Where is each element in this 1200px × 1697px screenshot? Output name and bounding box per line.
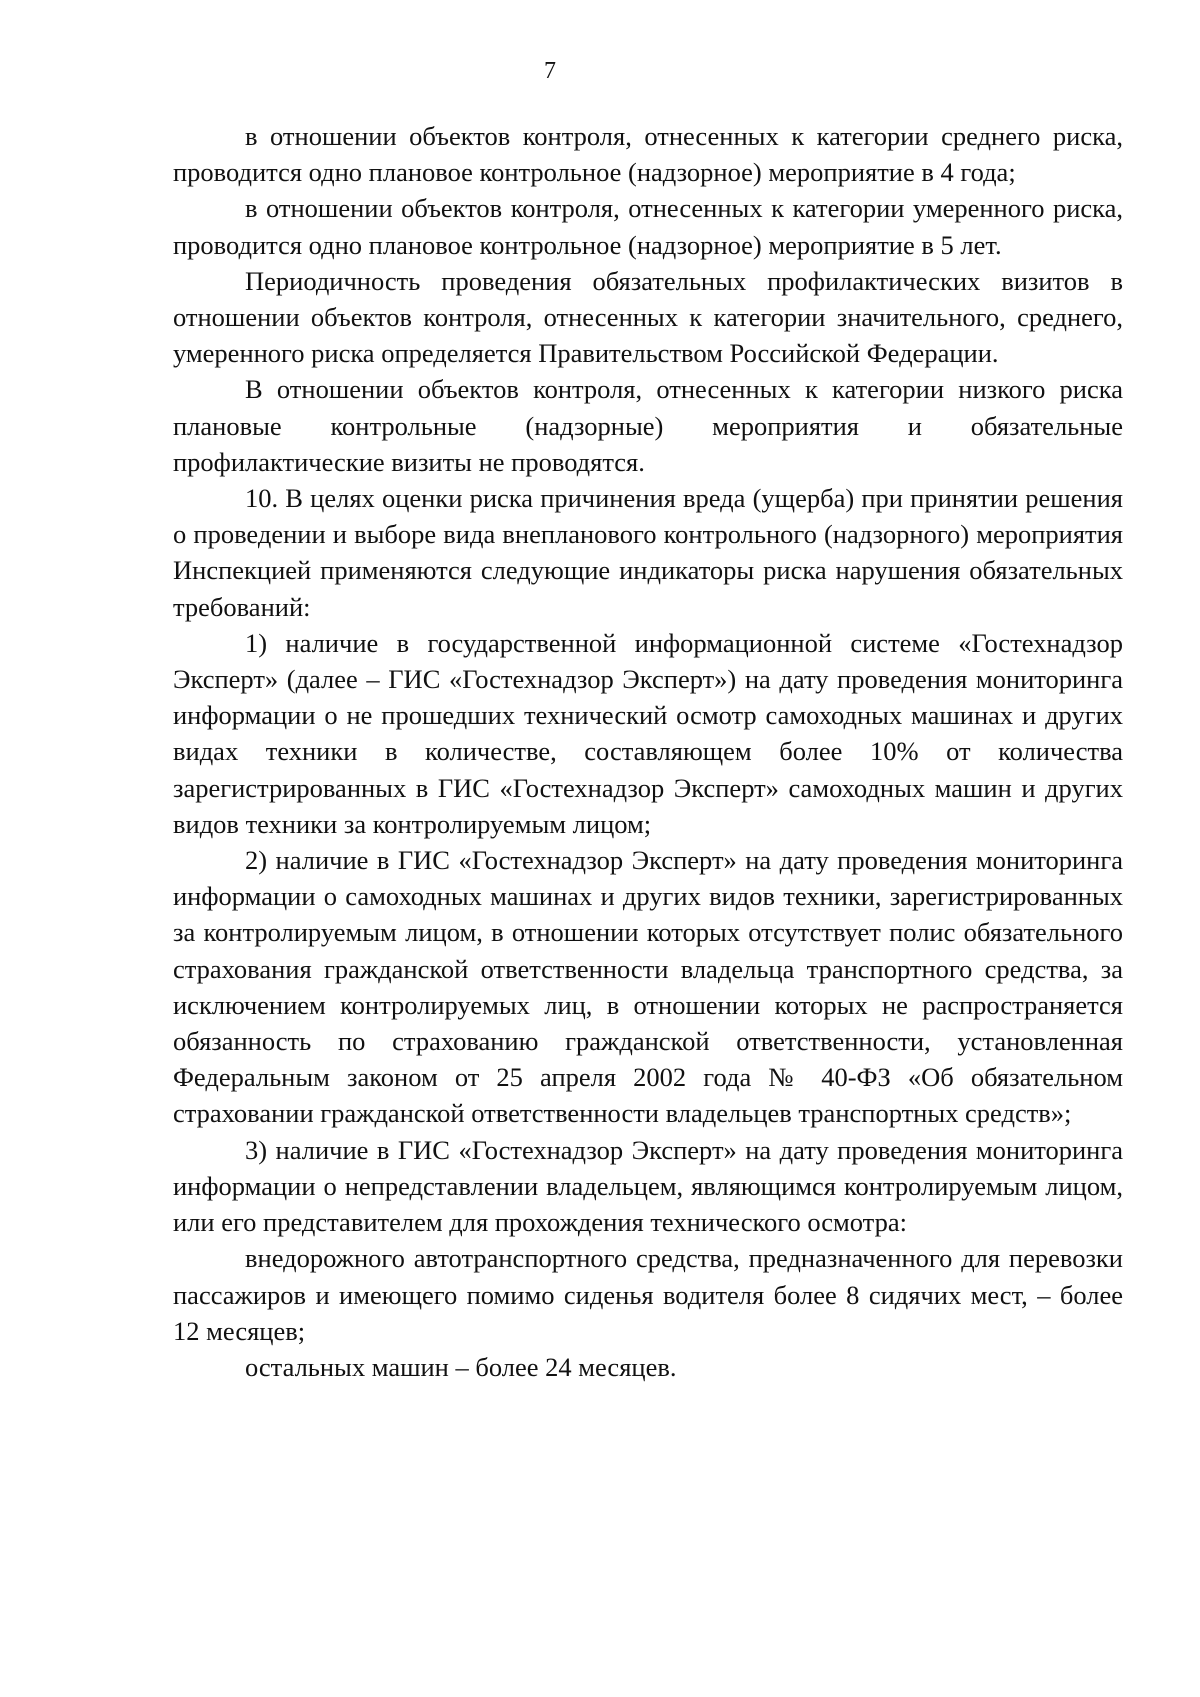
paragraph-item-10: 10. В целях оценки риска причинения вреда (ущерба) при принятии решения о проведении и выборе вида внепланового контрольного (надзорного) мероприятия Инспекцией применяются следующие индикаторы риска нарушения обязательных требований: [173, 483, 1123, 622]
paragraph-indicator-1: 1) наличие в государственной информационной системе «Гостехнадзор Эксперт» (далее – ГИС «Гостехнадзор Эксперт») на дату проведения мониторинга информации о не прошедших технический осмотр самоходных машинах и других видах техники в количестве, составляющем более 10% от количества зарегистрированных в ГИС «Гостехнадзор Эксперт» самоходных машин и других видов техники за контролируемым лицом; [173, 627, 1123, 839]
page-number: 7 [544, 58, 556, 84]
document-body [173, 118, 1123, 1385]
paragraph-low-risk: В отношении объектов контроля, отнесенных к категории низкого риска плановые контрольные (надзорные) мероприятия и обязательные профилактические визиты не проводятся. [173, 374, 1123, 477]
paragraph-indicator-2: 2) наличие в ГИС «Гостехнадзор Эксперт» на дату проведения мониторинга информации о самоходных машинах и других видов техники, зарегистрированных за контролируемым лицом, в отношении которых отсутствует полис обязательного страхования гражданской ответственности владельца транспортного средства, за исключением контролируемых лиц, в отношении которых не распространяется обязанность по страхованию гражданской ответственности, установленная Федеральным законом от 25 апреля 2002 года № 40-ФЗ «Об обязательном страховании гражданской ответственности владельцев транспортных средств»; [173, 845, 1123, 1129]
paragraph-other-machines: остальных машин – более 24 месяцев. [245, 1351, 677, 1382]
paragraph-visit-periodicity: Периодичность проведения обязательных профилактических визитов в отношении объектов контроля, отнесенных к категории значительного, среднего, умеренного риска определяется Правительством Российской Федерации. [173, 265, 1123, 369]
paragraph-indicator-3: 3) наличие в ГИС «Гостехнадзор Эксперт» на дату проведения мониторинга информации о непредставлении владельцем, являющимся контролируемым лицом, или его представителем для прохождения технического осмотра: [173, 1134, 1123, 1238]
paragraph-medium-risk: в отношении объектов контроля, отнесенных к категории среднего риска, проводится одно плановое контрольное (надзорное) мероприятие в 4 года; [173, 121, 1123, 188]
paragraph-moderate-risk: в отношении объектов контроля, отнесенных к категории умеренного риска, проводится одно плановое контрольное (надзорное) мероприятие в 5 лет. [173, 193, 1123, 260]
paragraph-offroad-vehicle: внедорожного автотранспортного средства, предназначенного для перевозки пассажиров и имеющего помимо сиденья водителя более 8 сидячих мест, – более 12 месяцев; [173, 1243, 1123, 1346]
